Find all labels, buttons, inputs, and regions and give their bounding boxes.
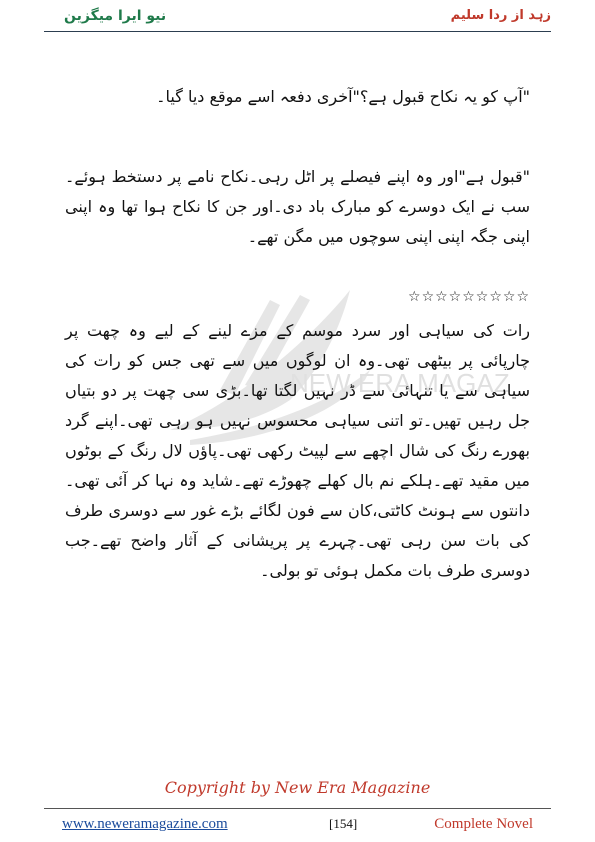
- paragraph-2: "قبول ہے"اور وہ اپنے فیصلے پر اٹل رہی۔نکاح نامے پر دستخط ہوئے۔سب نے ایک دوسرے کو مبارک باد دی۔اور جن کا نکاح ہوا تھا وہ اپنی اپنی جگہ اپنی اپنی سوچوں میں مگن تھے۔: [65, 167, 530, 246]
- page-number: [154]: [329, 816, 358, 831]
- footer-divider: [44, 808, 551, 809]
- magazine-name: نیو ایرا میگزین: [64, 8, 167, 24]
- author-title: زہد از ردا سلیم: [450, 8, 551, 23]
- paragraph-3: رات کی سیاہی اور سرد موسم کے مزے لینے کے لیے وہ چھت پر چارپائی پر بیٹھی تھی۔وہ ان لوگوں میں سے تھی جس کو رات کی سیاہی سے یا تنہائی سے ڈر نہیں لگتا تھا۔بڑی سی چھت پر دو بتیاں جل رہیں تھیں۔تو اتنی سیاہی محسوس نہیں ہو رہی تھی۔اپنے گرد بھورے رنگ کی شال اچھے سے لپیٹ رکھی تھی۔پاؤں لال رنگ کے بوٹوں میں مقید تھے۔ہلکے نم بال کھلے چھوڑے تھے۔شاید وہ نہا کر آئی تھی۔دانتوں سے ہونٹ کاٹتی،کان سے فون لگائے بڑے غور سے دوسری طرف کی بات سن رہی تھی۔چہرے پر پریشانی کے آثار واضح تھے۔جب دوسری طرف بات مکمل ہوئی تو بولی۔: [65, 321, 530, 580]
- copyright-notice: Copyright by New Era Magazine: [164, 778, 431, 797]
- star-separator: ☆☆☆☆☆☆☆☆☆: [408, 289, 530, 305]
- novel-type-label: Complete Novel: [434, 816, 533, 832]
- page-header: [44, 8, 551, 30]
- header-divider: [44, 31, 551, 32]
- paragraph-1: "آپ کو یہ نکاح قبول ہے؟"آخری دفعہ اسے موقع دیا گیا۔: [156, 87, 530, 106]
- page-content: [65, 60, 530, 586]
- watermark-text: NEW ERA MAGAZ: [290, 368, 510, 398]
- website-link[interactable]: www.neweramagazine.com: [62, 816, 228, 832]
